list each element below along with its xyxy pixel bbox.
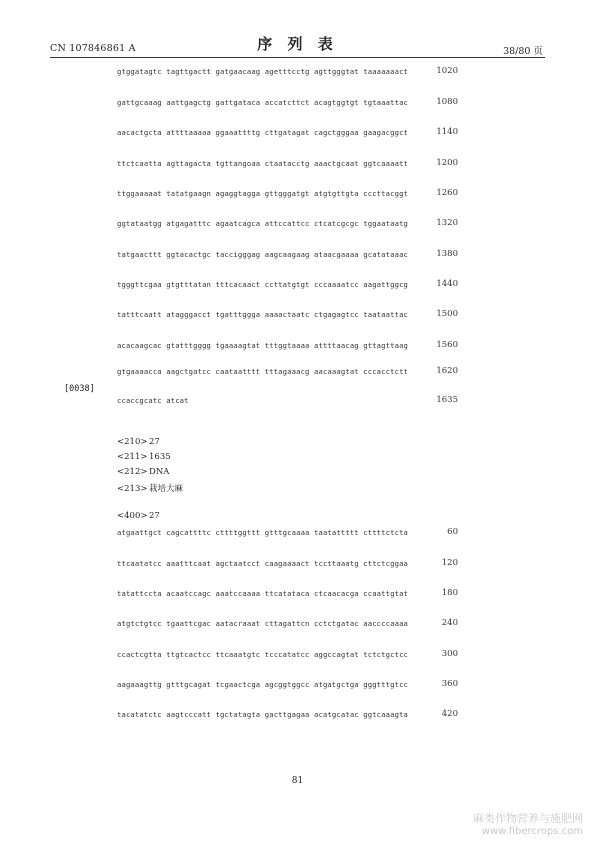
sequence-line: ccaccgcatc atcat — [117, 396, 189, 405]
meta-tag: <400> — [117, 511, 148, 521]
sequence-line: ttctcaatta agttagacta tgttangoaa ctaatacctg aaactgcaat ggtcaaaatt — [117, 159, 409, 168]
sequence-position: 120 — [441, 558, 458, 568]
sequence-position: 60 — [447, 527, 458, 537]
meta-value: 27 — [149, 511, 160, 521]
meta-value: 栽培大麻 — [149, 484, 184, 494]
sequence-position: 1440 — [436, 279, 458, 289]
sequence-line: ggtataatgg atgagatttc agaatcagca attccattcc ctcatcgcgc tggaataatg — [117, 219, 409, 228]
page-title: 序 列 表 — [257, 35, 338, 53]
meta-value: 27 — [149, 437, 160, 447]
sequence-line: tacatatctc aagtcccatt tgctatagta gacttgagaa acatgcatac ggtcaaagta — [117, 710, 409, 719]
sequence-position: 1020 — [436, 66, 458, 76]
meta-tag: <211> — [117, 452, 148, 462]
meta-tag: <213> — [117, 484, 148, 494]
sequence-line: atgtctgtcc tgaattcgac aatacraaat cttagattcn cctctgatac aaccccaaaa — [117, 619, 409, 628]
sequence-line: aacactgcta attttaaaaa ggaaattttg cttgatagat cagctgggaa gaagacggct — [117, 128, 409, 137]
meta-value: 1635 — [149, 452, 171, 462]
sequence-line: acacaagcac gtatttgggg tgaaaagtat tttggtaaaa attttaacag gttagttaag — [117, 341, 409, 350]
sequence-position: 1635 — [436, 395, 458, 405]
watermark-title: 麻类作物营养与施肥网 — [473, 812, 583, 825]
sequence-line: ttggaaaaat tatatgaagn agaggtagga gttgggatgt atgtgttgta cccttacggt — [117, 189, 409, 198]
meta-value: DNA — [149, 467, 170, 477]
sequence-position: 1560 — [436, 340, 458, 350]
meta-tag: <212> — [117, 467, 148, 477]
sequence-line: gtggatagtc tagttgactt gatgaacaag agetttcctg agttgggtat taaaaaaact — [117, 67, 409, 76]
sequence-position: 1380 — [436, 249, 458, 259]
sequence-position: 1140 — [436, 127, 458, 137]
meta-line-400 — [117, 511, 160, 521]
sequence-line: tatgaacttt ggtacactgc taccigggag aagcaagaag ataacgaaaa gcatataaac — [117, 250, 409, 259]
sequence-position: 420 — [441, 709, 458, 719]
sequence-position: 240 — [441, 618, 458, 628]
sequence-position: 1620 — [436, 366, 458, 376]
sequence-position: 360 — [441, 679, 458, 689]
meta-line-213 — [117, 482, 183, 494]
sequence-position: 1080 — [436, 97, 458, 107]
meta-line-211 — [117, 452, 171, 462]
paragraph-label: [0038] — [64, 384, 95, 394]
page-number: 81 — [291, 776, 304, 786]
sequence-position: 1500 — [436, 309, 458, 319]
sequence-line: ccactcgtta ttgtcactcc ttcaaatgtc tcccatatcc aggccagtat tctctgctcc — [117, 650, 409, 659]
sequence-line: tgggttcgaa gtgtttatan tttcacaact ccttatgtgt cccaaaatcc aagattggcg — [117, 280, 409, 289]
sequence-position: 1200 — [436, 158, 458, 168]
sequence-line: atgaattgct cagcattttc cttttggttt gtttgcaaaa taatattttt cttttctcta — [117, 528, 409, 537]
sequence-line: tatattccta acaatccagc aaatccaaaa ttcatataca ctcaacacga ccaattgtat — [117, 589, 409, 598]
meta-line-212 — [117, 467, 169, 477]
sequence-position: 180 — [441, 588, 458, 598]
meta-tag: <210> — [117, 437, 148, 447]
sequence-position: 1320 — [436, 218, 458, 228]
header-divider — [50, 57, 545, 58]
sequence-position: 300 — [441, 649, 458, 659]
watermark-url: www.fibercrops.com — [481, 826, 583, 837]
sequence-line: gattgcaaag aattgagctg gattgataca accatcttct acagtggtgt tgtaaattac — [117, 98, 409, 107]
sequence-line: tatttcaatt atagggacct tgatttggga aaaactaatc ctgagagtcc taataattac — [117, 310, 409, 319]
meta-line-210 — [117, 437, 160, 447]
sequence-line: gtgaaaacca aagctgatcc caataatttt tttagaaacg aacaaagtat cccacctctt — [117, 367, 409, 376]
document-number: CN 107846861 A — [50, 43, 136, 54]
sequence-line: aagaaagttg gtttgcagat tcgaactcga agcggtggcc atgatgctga gggtttgtcc — [117, 680, 409, 689]
sequence-position: 1260 — [436, 188, 458, 198]
sequence-line: ttcaatatcc aaatttcaat agctaatcct caagaaaact tccttaaatg cttctcggaa — [117, 559, 409, 568]
page-count: 38/80 页 — [503, 46, 543, 57]
